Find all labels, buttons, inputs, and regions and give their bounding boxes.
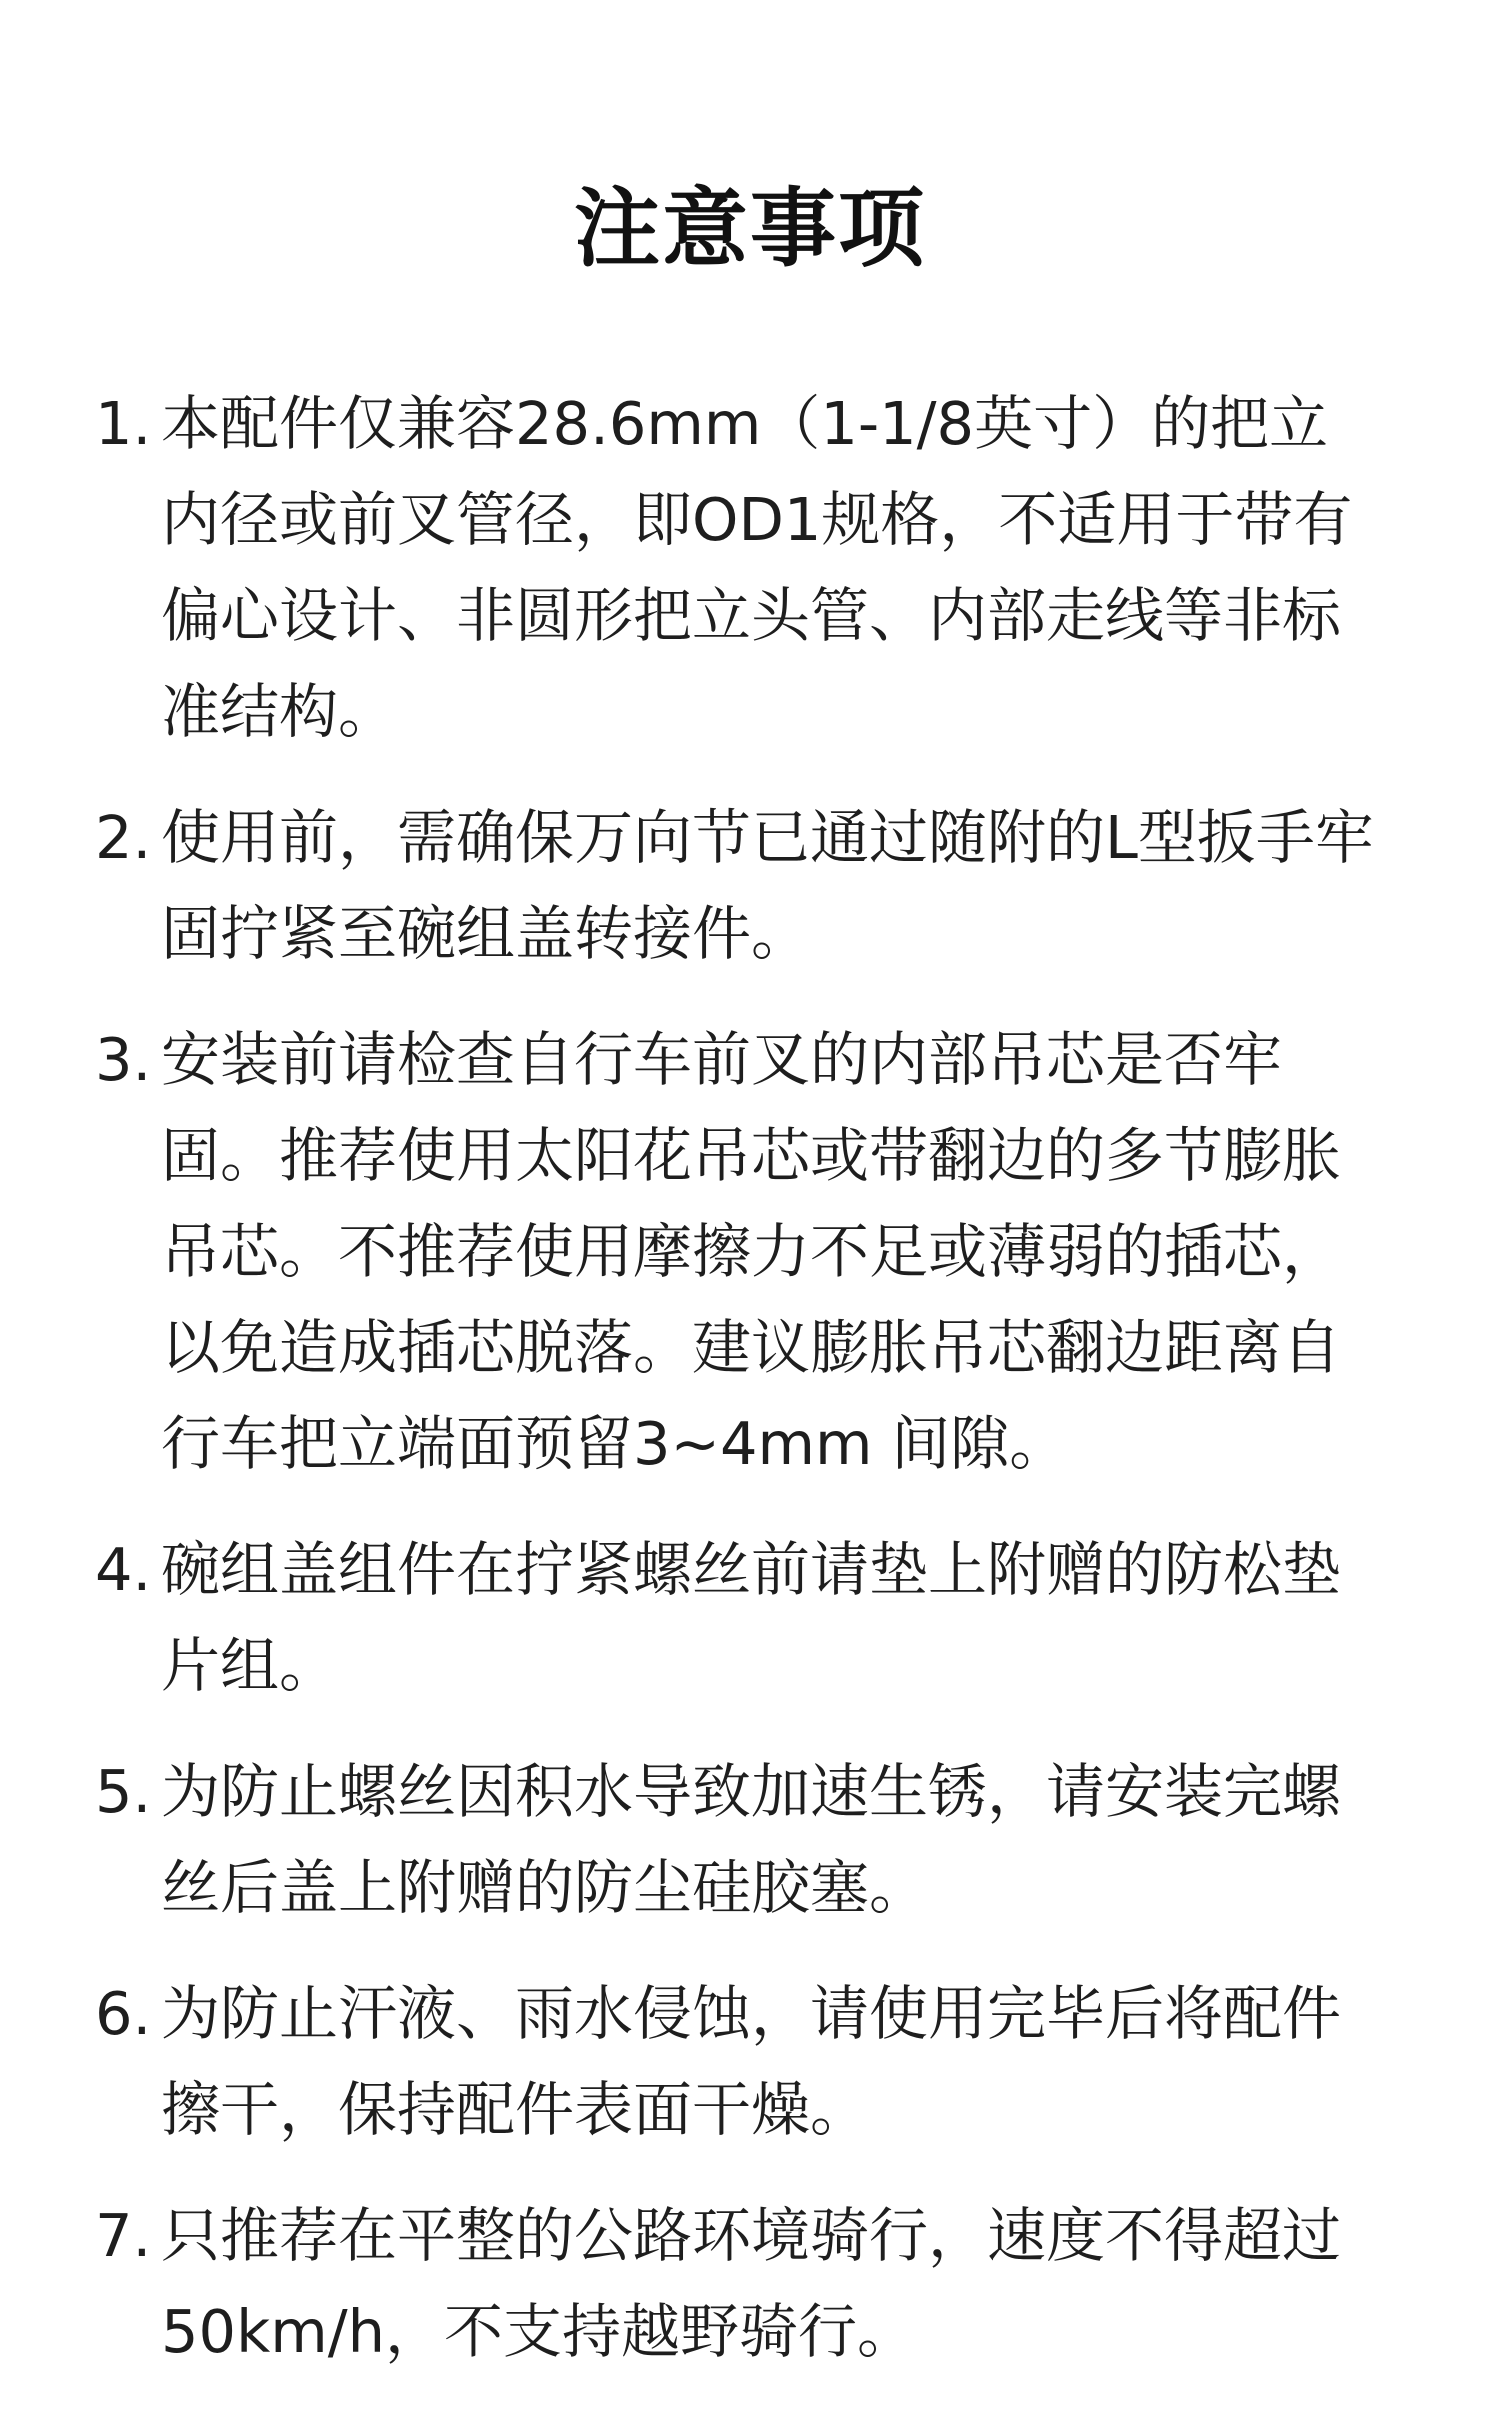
notes-list — [95, 376, 1377, 2410]
note-number: 2. — [95, 803, 152, 872]
note-item-2 — [95, 790, 1377, 982]
note-text: 为防止螺丝因积水导致加速生锈，请安装完螺丝后盖上附赠的防尘硅胶塞。 — [161, 1757, 1342, 1922]
note-item-4 — [95, 1522, 1377, 1714]
note-item-7 — [95, 2188, 1377, 2380]
note-number: 5. — [95, 1757, 152, 1826]
note-text: 安装前请检查自行车前叉的内部吊芯是否牢固。推荐使用太阳花吊芯或带翻边的多节膨胀吊芯。不推荐使用摩擦力不足或薄弱的插芯，以免造成插芯脱落。建议膨胀吊芯翻边距离自行车把立端面预留3~4mm 间隙。 — [161, 1025, 1342, 1478]
note-number: 7. — [95, 2201, 152, 2270]
note-item-6 — [95, 1966, 1377, 2158]
page-title: 注意事项 — [574, 179, 926, 279]
note-number: 1. — [95, 389, 152, 458]
note-text: 碗组盖组件在拧紧螺丝前请垫上附赠的防松垫片组。 — [161, 1535, 1342, 1700]
note-number: 3. — [95, 1025, 152, 1094]
note-item-5 — [95, 1744, 1377, 1936]
note-item-1 — [95, 376, 1377, 760]
note-text: 本配件仅兼容28.6mm（1-1/8英寸）的把立内径或前叉管径，即OD1规格，不适用于带有偏心设计、非圆形把立头管、内部走线等非标准结构。 — [161, 389, 1353, 746]
note-text: 只推荐在平整的公路环境骑行，速度不得超过50km/h，不支持越野骑行。 — [161, 2201, 1342, 2366]
note-number: 4. — [95, 1535, 152, 1604]
note-text: 为防止汗液、雨水侵蚀，请使用完毕后将配件擦干，保持配件表面干燥。 — [161, 1979, 1342, 2144]
note-item-3 — [95, 1012, 1377, 1492]
note-text: 使用前，需确保万向节已通过随附的L型扳手牢固拧紧至碗组盖转接件。 — [161, 803, 1374, 968]
note-number: 6. — [95, 1979, 152, 2048]
